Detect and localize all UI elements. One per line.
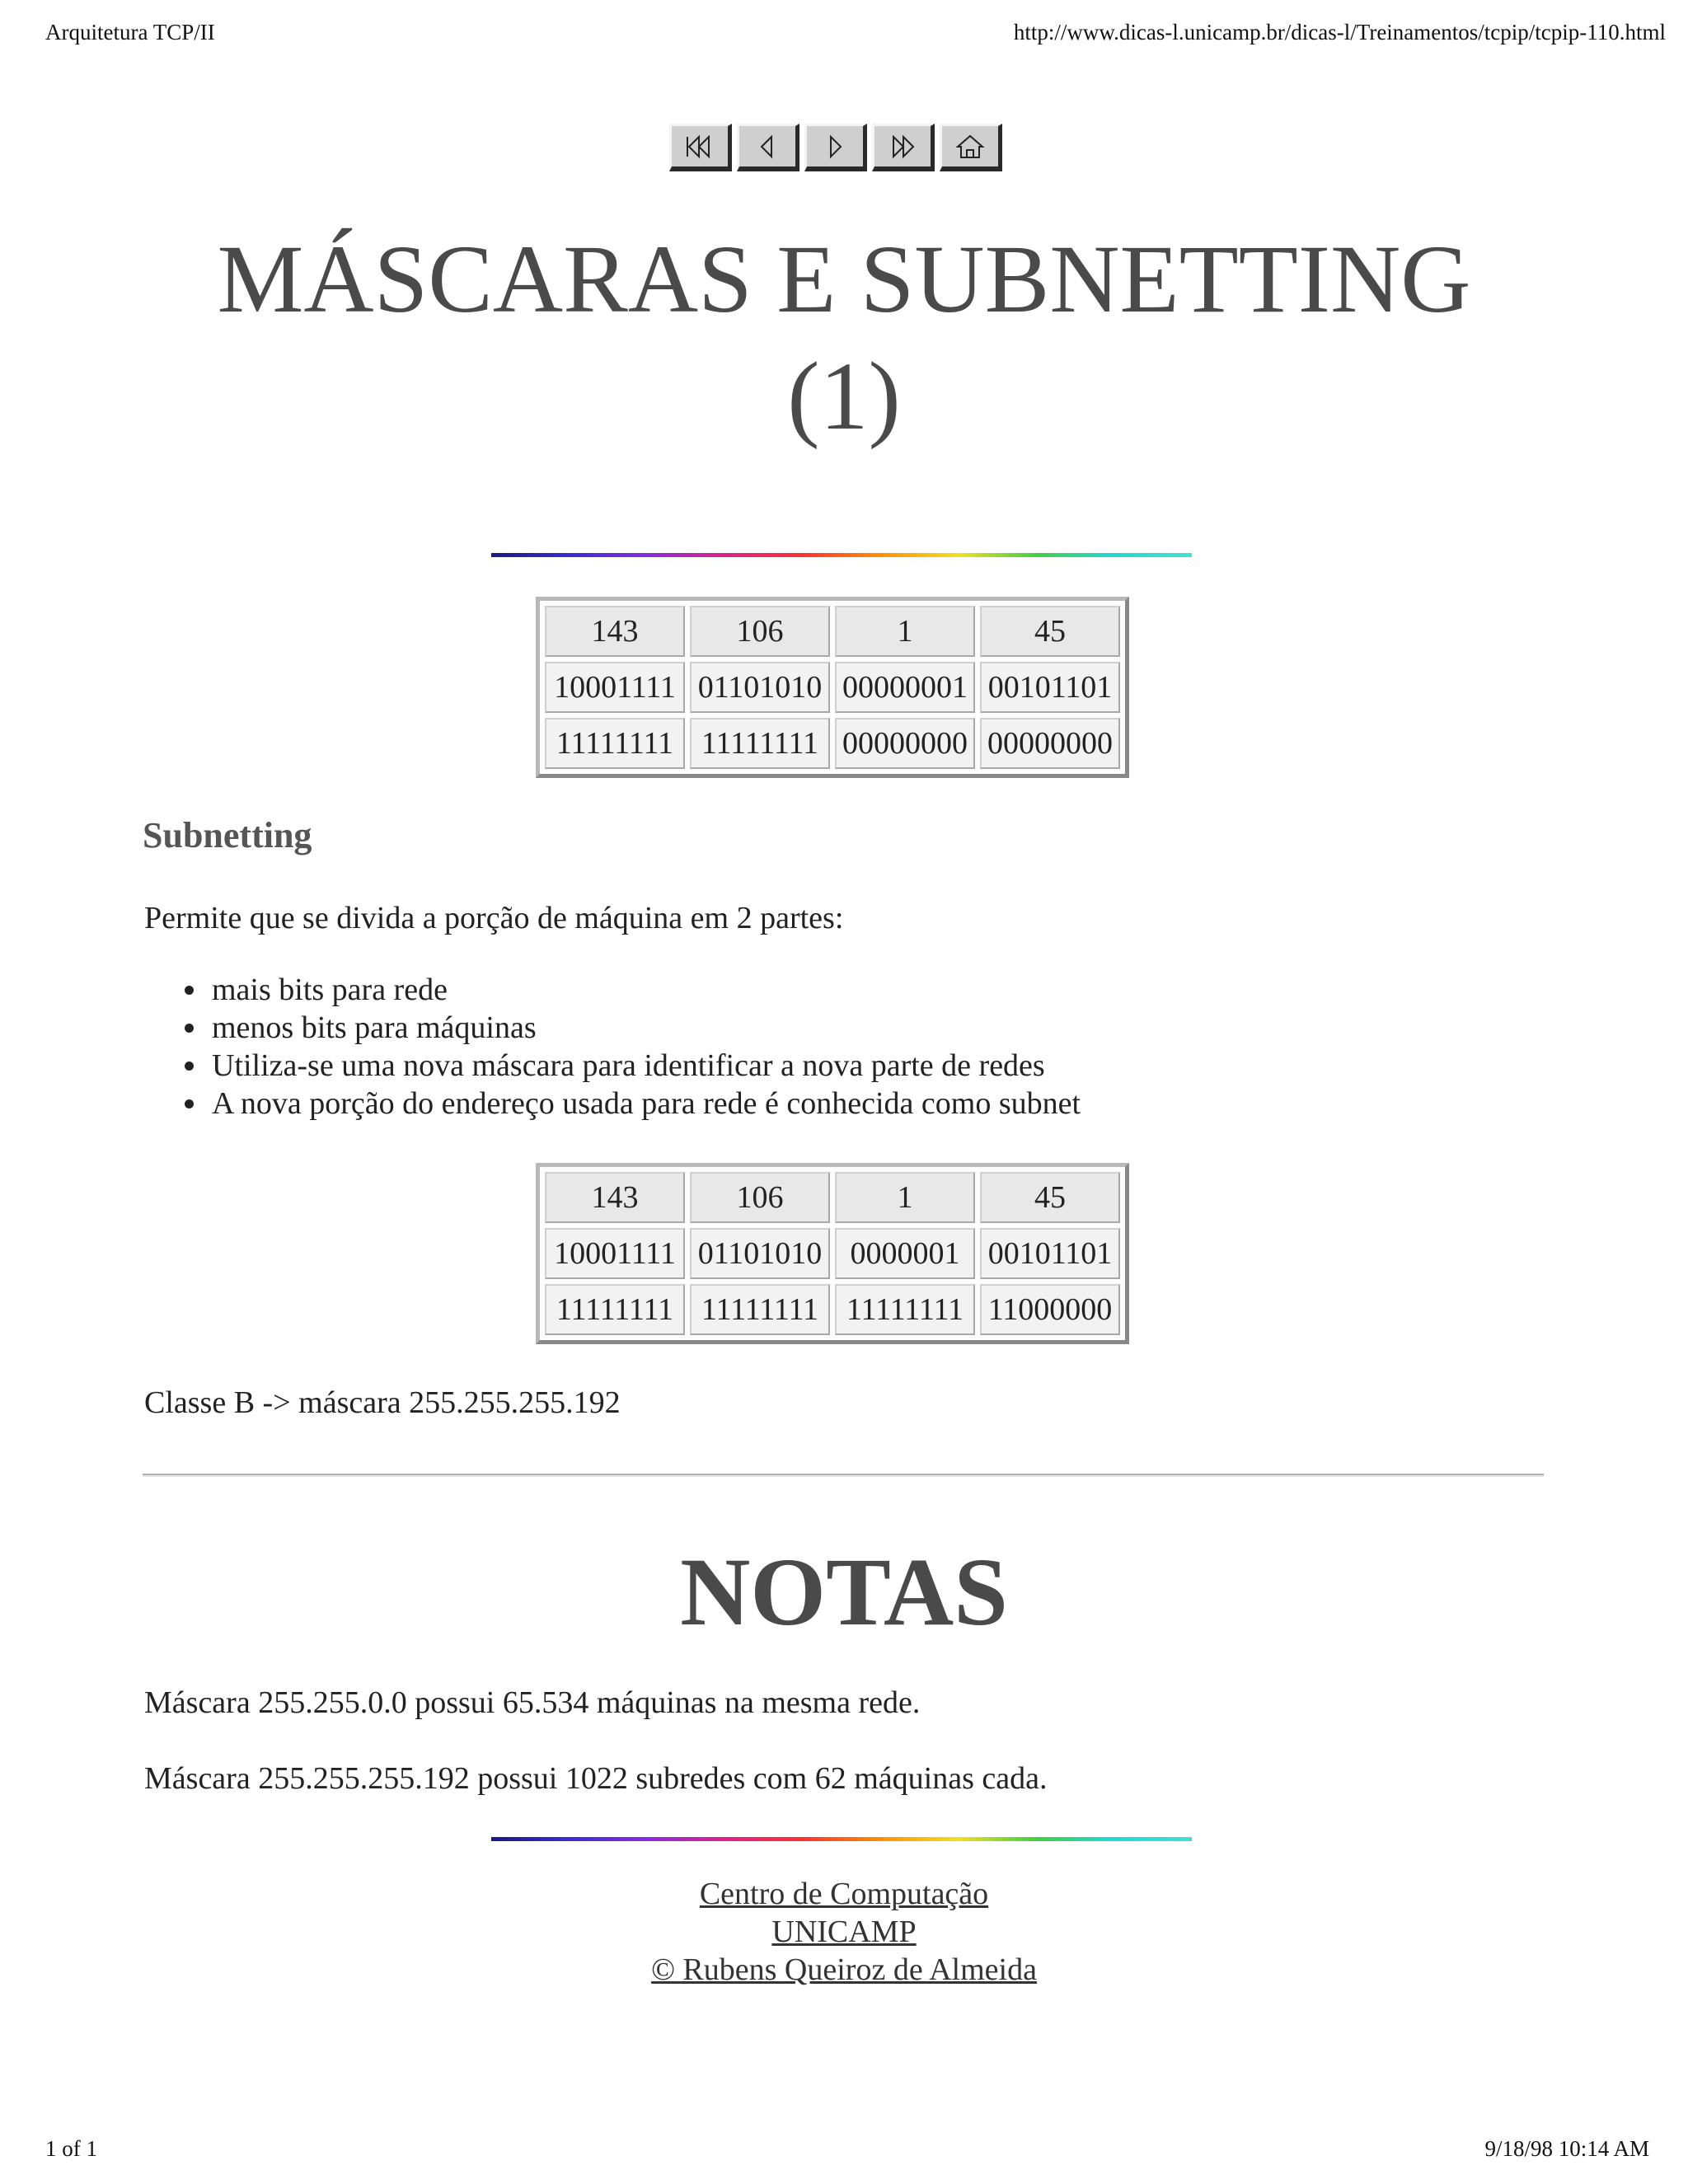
list-item: • menos bits para máquinas	[209, 1009, 1081, 1047]
footer-links	[0, 1875, 1688, 1989]
print-header-url: http://www.dicas-l.unicamp.br/dicas-l/Treinamentos/tcpip/tcpip-110.html	[1013, 20, 1666, 45]
table-cell: 10001111	[545, 662, 685, 713]
centro-computacao-link[interactable]: Centro de Computação	[699, 1877, 989, 1911]
table-cell: 11111111	[545, 1284, 685, 1335]
page-title-line-1: MÁSCARAS E SUBNETTING	[217, 225, 1471, 333]
table-cell: 00000000	[835, 718, 975, 769]
next-page-button[interactable]	[804, 124, 867, 171]
list-item: • Utiliza-se uma nova máscara para identificar a nova parte de redes	[209, 1047, 1081, 1085]
table-cell: 143	[545, 606, 685, 657]
table-cell: 11111111	[545, 718, 685, 769]
navigation-bar	[669, 124, 1002, 171]
table-cell: 00000000	[980, 718, 1120, 769]
table-cell: 01101010	[690, 1228, 830, 1279]
table-cell: 00000001	[835, 662, 975, 713]
notas-line-2: Máscara 255.255.255.192 possui 1022 subredes com 62 máquinas cada.	[144, 1761, 1048, 1796]
notas-line-1: Máscara 255.255.0.0 possui 65.534 máquinas na mesma rede.	[144, 1685, 921, 1720]
previous-page-button[interactable]	[737, 124, 799, 171]
table-cell: 143	[545, 1172, 685, 1223]
home-icon	[951, 132, 989, 162]
page-title-line-2: (1)	[787, 342, 901, 450]
table-cell: 45	[980, 1172, 1120, 1223]
first-page-button[interactable]	[669, 124, 732, 171]
table-cell: 0000001	[835, 1228, 975, 1279]
print-header-title: Arquitetura TCP/II	[45, 20, 215, 45]
table-cell: 1	[835, 606, 975, 657]
table-cell: 45	[980, 606, 1120, 657]
rainbow-divider-bottom	[491, 1837, 1192, 1841]
bullet-list	[169, 971, 1081, 1122]
table-row	[545, 1228, 1120, 1279]
home-button[interactable]	[940, 124, 1002, 171]
table-row	[545, 1284, 1120, 1335]
section-heading: Subnetting	[143, 815, 312, 855]
list-item: • A nova porção do endereço usada para rede é conhecida como subnet	[209, 1085, 1081, 1122]
table-cell: 01101010	[690, 662, 830, 713]
previous-icon	[748, 132, 786, 162]
rainbow-divider-top	[491, 553, 1192, 557]
section-intro: Permite que se divida a porção de máquina em 2 partes:	[144, 901, 844, 935]
class-mask-note: Classe B -> máscara 255.255.255.192	[144, 1385, 621, 1420]
ip-binary-table-1	[536, 597, 1129, 778]
table-cell: 1	[835, 1172, 975, 1223]
unicamp-link[interactable]: UNICAMP	[771, 1915, 917, 1949]
table-cell: 10001111	[545, 1228, 685, 1279]
next-icon	[816, 132, 854, 162]
table-cell: 11111111	[690, 1284, 830, 1335]
table-row	[545, 662, 1120, 713]
table-cell: 106	[690, 1172, 830, 1223]
table-cell: 00101101	[980, 1228, 1120, 1279]
table-cell: 106	[690, 606, 830, 657]
table-row	[545, 606, 1120, 657]
list-item: • mais bits para rede	[209, 971, 1081, 1009]
table-cell: 00101101	[980, 662, 1120, 713]
table-cell: 11000000	[980, 1284, 1120, 1335]
print-footer-date: 9/18/98 10:14 AM	[1484, 2136, 1649, 2161]
table-row	[545, 1172, 1120, 1223]
author-link[interactable]: © Rubens Queiroz de Almeida	[651, 1952, 1037, 1987]
table-row	[545, 718, 1120, 769]
last-page-button[interactable]	[872, 124, 935, 171]
notas-heading: NOTAS	[680, 1538, 1008, 1646]
table-cell: 11111111	[690, 718, 830, 769]
table-cell: 11111111	[835, 1284, 975, 1335]
first-icon	[681, 132, 719, 162]
page-title	[0, 221, 1688, 455]
ip-binary-table-2	[536, 1163, 1129, 1344]
horizontal-rule	[143, 1474, 1544, 1477]
last-icon	[884, 132, 921, 162]
print-footer-page: 1 of 1	[45, 2136, 97, 2161]
